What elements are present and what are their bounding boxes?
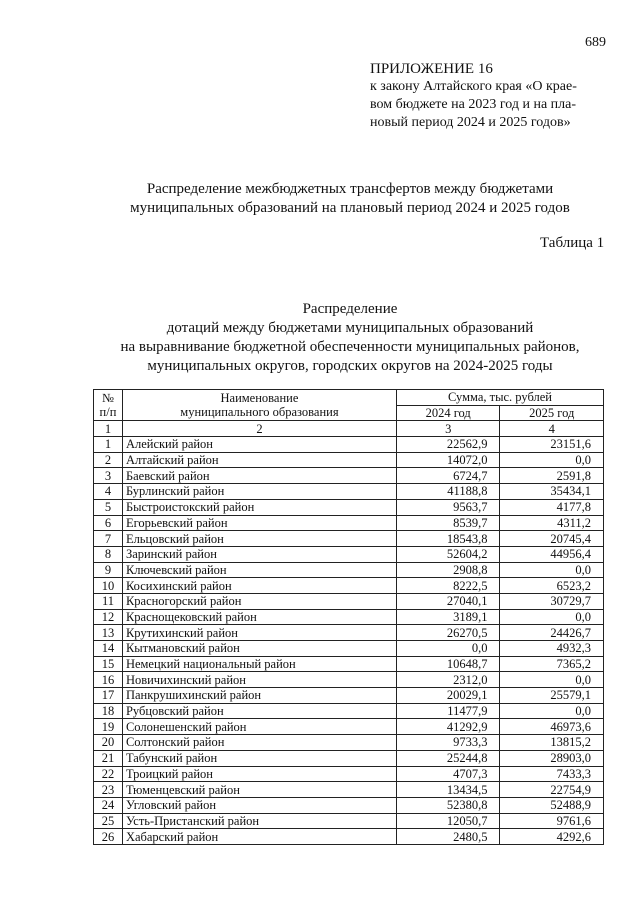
row-number: 20 (94, 735, 123, 751)
document-title-line: муниципальных образований на плановый период 2024 и 2025 годов (130, 200, 570, 216)
row-number: 17 (94, 688, 123, 704)
value-2025: 0,0 (500, 703, 604, 719)
column-number: 4 (500, 421, 604, 437)
value-2025: 4177,8 (500, 499, 604, 515)
table-row (94, 735, 604, 751)
row-number: 21 (94, 750, 123, 766)
table-row (94, 813, 604, 829)
table-row (94, 468, 604, 484)
row-number: 9 (94, 562, 123, 578)
value-2025: 23151,6 (500, 437, 604, 453)
table-row (94, 688, 604, 704)
value-2024: 52380,8 (396, 797, 500, 813)
value-2024: 13434,5 (396, 782, 500, 798)
district-name: Краснощековский район (122, 609, 396, 625)
value-2024: 2312,0 (396, 672, 500, 688)
district-name: Тюменцевский район (122, 782, 396, 798)
table-row (94, 515, 604, 531)
table-row (94, 656, 604, 672)
value-2024: 9563,7 (396, 499, 500, 515)
row-number: 6 (94, 515, 123, 531)
value-2024: 6724,7 (396, 468, 500, 484)
district-name: Быстроистокский район (122, 499, 396, 515)
value-2025: 46973,6 (500, 719, 604, 735)
value-2025: 20745,4 (500, 531, 604, 547)
value-2024: 52604,2 (396, 546, 500, 562)
value-2024: 25244,8 (396, 750, 500, 766)
value-2025: 24426,7 (500, 625, 604, 641)
value-2024: 8222,5 (396, 578, 500, 594)
table-row (94, 641, 604, 657)
value-2024: 20029,1 (396, 688, 500, 704)
table-row (94, 562, 604, 578)
value-2025: 13815,2 (500, 735, 604, 751)
table-title-line: дотаций между бюджетами муниципальных образований (166, 320, 534, 336)
table-row (94, 750, 604, 766)
district-name: Крутихинский район (122, 625, 396, 641)
table-row (94, 609, 604, 625)
row-number: 22 (94, 766, 123, 782)
table-row (94, 452, 604, 468)
value-2024: 41292,9 (396, 719, 500, 735)
table-column-numbers-row (94, 421, 604, 437)
subsidies-table (93, 389, 604, 845)
table-row (94, 672, 604, 688)
district-name: Солтонский район (122, 735, 396, 751)
district-name: Ельцовский район (122, 531, 396, 547)
row-number: 14 (94, 641, 123, 657)
district-name: Хабарский район (122, 829, 396, 845)
value-2025: 22754,9 (500, 782, 604, 798)
value-2024: 3189,1 (396, 609, 500, 625)
value-2024: 0,0 (396, 641, 500, 657)
header-name-line: муниципального образования (180, 405, 339, 420)
row-number: 5 (94, 499, 123, 515)
value-2025: 9761,6 (500, 813, 604, 829)
header-number-line: п/п (99, 405, 117, 420)
header-number (94, 390, 123, 421)
row-number: 24 (94, 797, 123, 813)
district-name: Ключевский район (122, 562, 396, 578)
value-2024: 27040,1 (396, 593, 500, 609)
value-2024: 9733,3 (396, 735, 500, 751)
value-2025: 0,0 (500, 609, 604, 625)
table-row (94, 499, 604, 515)
table-row (94, 625, 604, 641)
value-2024: 41188,8 (396, 484, 500, 500)
value-2025: 7365,2 (500, 656, 604, 672)
header-year-2024: 2024 год (396, 405, 500, 421)
row-number: 25 (94, 813, 123, 829)
district-name: Немецкий национальный район (122, 656, 396, 672)
column-number: 2 (122, 421, 396, 437)
value-2024: 26270,5 (396, 625, 500, 641)
value-2025: 4932,3 (500, 641, 604, 657)
value-2024: 8539,7 (396, 515, 500, 531)
value-2025: 44956,4 (500, 546, 604, 562)
header-year-2025: 2025 год (500, 405, 604, 421)
appendix-title: ПРИЛОЖЕНИЕ 16 (370, 61, 493, 77)
value-2025: 35434,1 (500, 484, 604, 500)
value-2024: 12050,7 (396, 813, 500, 829)
appendix-line: вом бюджете на 2023 год и на пла- (370, 97, 577, 112)
value-2025: 0,0 (500, 452, 604, 468)
district-name: Красногорский район (122, 593, 396, 609)
row-number: 4 (94, 484, 123, 500)
value-2025: 2591,8 (500, 468, 604, 484)
value-2025: 0,0 (500, 672, 604, 688)
value-2024: 18543,8 (396, 531, 500, 547)
district-name: Заринский район (122, 546, 396, 562)
table-row (94, 703, 604, 719)
district-name: Угловский район (122, 797, 396, 813)
district-name: Панкрушихинский район (122, 688, 396, 704)
district-name: Егорьевский район (122, 515, 396, 531)
value-2024: 2908,8 (396, 562, 500, 578)
header-name (122, 390, 396, 421)
row-number: 23 (94, 782, 123, 798)
district-name: Солонешенский район (122, 719, 396, 735)
row-number: 7 (94, 531, 123, 547)
district-name: Новичихинский район (122, 672, 396, 688)
row-number: 8 (94, 546, 123, 562)
value-2025: 7433,3 (500, 766, 604, 782)
table-row (94, 829, 604, 845)
value-2025: 4311,2 (500, 515, 604, 531)
value-2024: 4707,3 (396, 766, 500, 782)
table-title-line: муниципальных округов, городских округов на 2024-2025 годы (147, 358, 553, 374)
row-number: 3 (94, 468, 123, 484)
row-number: 18 (94, 703, 123, 719)
table-row (94, 531, 604, 547)
value-2025: 52488,9 (500, 797, 604, 813)
value-2025: 25579,1 (500, 688, 604, 704)
column-number: 3 (396, 421, 500, 437)
value-2025: 0,0 (500, 562, 604, 578)
table-row (94, 766, 604, 782)
table-row (94, 546, 604, 562)
table-row (94, 437, 604, 453)
value-2025: 28903,0 (500, 750, 604, 766)
table-row (94, 782, 604, 798)
district-name: Алтайский район (122, 452, 396, 468)
table-label: Таблица 1 (540, 235, 605, 251)
header-number-line: № (102, 391, 114, 406)
value-2024: 14072,0 (396, 452, 500, 468)
value-2024: 2480,5 (396, 829, 500, 845)
district-name: Косихинский район (122, 578, 396, 594)
header-name-line: Наименование (220, 391, 299, 406)
table-title-line: Распределение (302, 301, 398, 317)
column-number: 1 (94, 421, 123, 437)
document-title-line: Распределение межбюджетных трансфертов между бюджетами (146, 181, 554, 197)
header-sum: Сумма, тыс. рублей (396, 390, 603, 406)
value-2025: 6523,2 (500, 578, 604, 594)
row-number: 12 (94, 609, 123, 625)
district-name: Бурлинский район (122, 484, 396, 500)
value-2025: 30729,7 (500, 593, 604, 609)
appendix-line: новый период 2024 и 2025 годов» (370, 115, 571, 130)
row-number: 13 (94, 625, 123, 641)
value-2024: 22562,9 (396, 437, 500, 453)
district-name: Алейский район (122, 437, 396, 453)
district-name: Кытмановский район (122, 641, 396, 657)
table-row (94, 593, 604, 609)
value-2024: 10648,7 (396, 656, 500, 672)
table-row (94, 484, 604, 500)
district-name: Троицкий район (122, 766, 396, 782)
table-title-line: на выравнивание бюджетной обеспеченности муниципальных районов, (120, 339, 580, 355)
district-name: Усть-Пристанский район (122, 813, 396, 829)
row-number: 26 (94, 829, 123, 845)
district-name: Баевский район (122, 468, 396, 484)
table-title (60, 300, 640, 376)
appendix-line: к закону Алтайского края «О крае- (370, 79, 577, 94)
district-name: Табунский район (122, 750, 396, 766)
document-title (60, 180, 640, 218)
row-number: 10 (94, 578, 123, 594)
table-row (94, 797, 604, 813)
row-number: 1 (94, 437, 123, 453)
row-number: 11 (94, 593, 123, 609)
row-number: 19 (94, 719, 123, 735)
table-row (94, 578, 604, 594)
page-number: 689 (585, 35, 606, 50)
district-name: Рубцовский район (122, 703, 396, 719)
table-header-row (94, 390, 604, 406)
row-number: 16 (94, 672, 123, 688)
row-number: 2 (94, 452, 123, 468)
value-2024: 11477,9 (396, 703, 500, 719)
appendix-header (370, 60, 615, 132)
row-number: 15 (94, 656, 123, 672)
table-row (94, 719, 604, 735)
value-2025: 4292,6 (500, 829, 604, 845)
